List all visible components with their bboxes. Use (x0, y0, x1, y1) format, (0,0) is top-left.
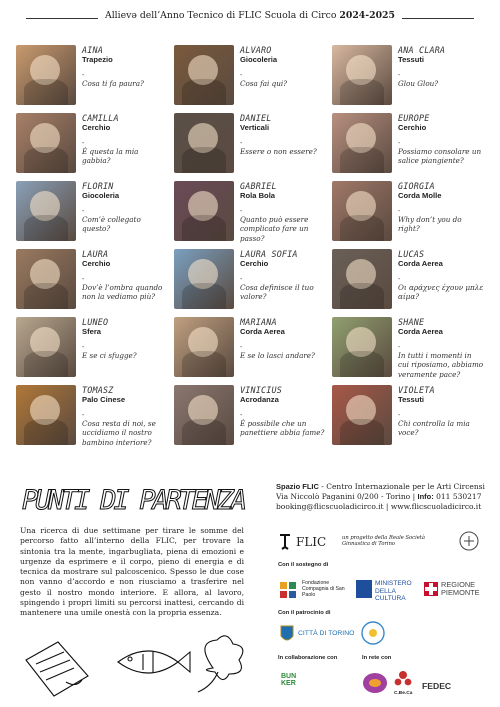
fedec-logo: FEDEC (422, 681, 452, 691)
student-discipline: Corda Aerea (240, 327, 285, 336)
student-name: LUNEO (82, 317, 109, 327)
student-text (398, 181, 484, 234)
student-card (16, 317, 168, 381)
student-name: FLORIN (82, 181, 114, 191)
ministero-logo: MINISTERO DELLA CULTURA (356, 580, 416, 602)
student-text (240, 45, 326, 88)
student-card (332, 317, 484, 381)
student-card (174, 385, 326, 449)
student-discipline: Rola Bola (240, 191, 276, 200)
letter-doodle-icon (26, 642, 88, 696)
fish-doodle-icon (118, 651, 190, 673)
student-name: GIORGIA (398, 181, 435, 191)
student-text (398, 385, 484, 438)
student-question: In tutti i momenti in cui riposiamo, abbiamo veramente pace? (398, 351, 484, 379)
student-question: È questa la mia gabbia? (82, 147, 139, 166)
student-question: Essere o non essere? (240, 147, 317, 156)
student-text (240, 181, 326, 243)
student-question: Com’è collegato questo? (82, 215, 141, 234)
student-photo (332, 249, 392, 309)
bunker-logo: BUN KER (281, 673, 297, 687)
student-question: Why don’t you do right? (398, 215, 462, 234)
partner-blob-icon (362, 672, 388, 694)
cbecca-logo: C.Be.Ca (394, 670, 416, 696)
student-text (240, 385, 326, 438)
student-question: Cosa definisce il tuo valore? (240, 283, 314, 302)
student-photo (332, 45, 392, 105)
student-discipline: Cerchio (82, 123, 111, 132)
flic-logo: FLIC (278, 531, 338, 553)
student-discipline: Trapezio (82, 55, 113, 64)
student-card (174, 181, 326, 245)
student-discipline: Giocoleria (240, 55, 278, 64)
sostegno-label: Con il sostegno di (278, 562, 329, 568)
header-rule-left (26, 18, 98, 19)
dash-separator: - (398, 71, 401, 79)
acrobat-icon (278, 531, 292, 551)
student-text (398, 249, 484, 302)
student-card (332, 249, 484, 313)
student-card (332, 385, 484, 449)
student-discipline: Tessuti (398, 55, 425, 64)
fondazione-logo: Fondazione Compagnia di San Paolo (280, 580, 350, 602)
student-text (240, 113, 326, 156)
dash-separator: - (82, 343, 85, 351)
dash-separator: - (240, 139, 243, 147)
student-card (174, 317, 326, 381)
student-text (398, 45, 484, 88)
contact-links[interactable]: booking@flicscuoladicirco.it | www.flicscuoladicirco.it (276, 502, 482, 512)
progetto-text: un progetto della Reale Società Ginnastica di Torino (342, 535, 425, 548)
student-photo (174, 45, 234, 105)
fondazione-mark-icon (280, 582, 296, 598)
dash-separator: - (398, 343, 401, 351)
student-photo (174, 385, 234, 445)
dash-separator: - (82, 71, 85, 79)
section-title (20, 482, 250, 516)
student-text (82, 113, 168, 166)
student-discipline: Corda Aerea (398, 327, 443, 336)
student-discipline: Cerchio (398, 123, 427, 132)
torino-crest-icon (280, 624, 294, 644)
student-name: MARIANA (240, 317, 277, 327)
rete-label: In rete con (362, 655, 392, 661)
student-card (332, 181, 484, 245)
torino-badge-icon (360, 620, 386, 646)
student-name: SHANE (398, 317, 425, 327)
regione-cross-icon (424, 582, 438, 596)
dash-separator: - (240, 71, 243, 79)
student-question: E se lo lasci andare? (240, 351, 315, 360)
dash-separator: - (398, 207, 401, 215)
student-card (332, 113, 484, 177)
student-question: Glou Glou? (398, 79, 439, 88)
student-card (16, 45, 168, 109)
student-name: LUCAS (398, 249, 425, 259)
student-photo (174, 113, 234, 173)
student-text (82, 249, 168, 302)
dash-separator: - (82, 275, 85, 283)
student-question: È possibile che un panettiere abbia fame? (240, 419, 325, 438)
student-name: VIOLETA (398, 385, 435, 395)
dash-separator: - (82, 411, 85, 419)
student-photo (16, 45, 76, 105)
student-card (16, 113, 168, 177)
student-text (82, 45, 168, 88)
student-photo (174, 181, 234, 241)
dash-separator: - (398, 411, 401, 419)
dash-separator: - (240, 411, 243, 419)
student-discipline: Cerchio (82, 259, 111, 268)
dash-separator: - (82, 139, 85, 147)
student-name: DANIEL (240, 113, 272, 123)
section-title-lettering (20, 482, 250, 516)
student-card (174, 113, 326, 177)
section-description: Una ricerca di due settimane per tirare le somme del percorso fatto all’interno della FLIC, per trovare la sintonia tra la mente, ingarbugliata, piena di emozioni e urgenze da esprimere e il corpo, pieno di energia e di tecnica da mostrare sul palcoscenico. Spesso le due cose non vanno d’accordo e non riusciamo a trasferire nel gesto il nostro mondo interiore. E allora, al lavoro, spingendo i propri limiti su percorsi inattesi, cercando di mantenere una umile onestà con la propria essenza. (20, 526, 244, 618)
student-photo (16, 385, 76, 445)
student-discipline: Palo Cinese (82, 395, 126, 404)
student-name: LAURA SOFIA (240, 249, 298, 259)
student-photo (332, 113, 392, 173)
header (0, 10, 500, 26)
student-discipline: Acrodanza (240, 395, 279, 404)
student-discipline: Cerchio (240, 259, 269, 268)
student-text (82, 317, 168, 360)
student-discipline: Tessuti (398, 395, 425, 404)
student-discipline: Corda Aerea (398, 259, 443, 268)
dash-separator: - (240, 275, 243, 283)
student-photo (16, 181, 76, 241)
student-question: Dov’è l’ombra quando non la vediamo più? (82, 283, 163, 302)
student-photo (332, 181, 392, 241)
student-photo (16, 113, 76, 173)
header-rule-right (402, 18, 474, 19)
student-card (16, 385, 168, 449)
citta-torino-logo: CITTÀ DI TORINO (280, 624, 354, 648)
student-card (174, 45, 326, 109)
patrocinio-label: Con il patrocinio di (278, 610, 331, 616)
student-text (82, 181, 168, 234)
clover-doodle-icon (198, 636, 243, 692)
student-name: LAURA (82, 249, 109, 259)
contact-block (276, 482, 488, 513)
student-card (16, 181, 168, 245)
student-discipline: Corda Molle (398, 191, 442, 200)
student-text (398, 317, 484, 379)
section-title-text: PUNTI DI PARTENZA (22, 485, 246, 516)
student-question: Cosa fai qui? (240, 79, 287, 88)
student-card (174, 249, 326, 313)
student-name: CAMILLA (82, 113, 119, 123)
student-name: ANA CLARA (398, 45, 446, 55)
student-question: E se ci sfugge? (82, 351, 137, 360)
student-discipline: Giocoleria (82, 191, 120, 200)
student-photo (332, 385, 392, 445)
student-photo (332, 317, 392, 377)
dash-separator: - (82, 207, 85, 215)
contact-info: Spazio FLIC - Centro Internazionale per le Arti Circensi Via Niccolò Paganini 0/200 - Torino | Info: 011 530217 booking@flicscuoladicirco.it | www.flicscuoladicirco.it (276, 482, 485, 512)
dash-separator: - (240, 207, 243, 215)
ministero-mark-icon (356, 580, 372, 598)
student-name: VINICIUS (240, 385, 282, 395)
student-text (240, 249, 326, 302)
page-title: Allievə dell’Anno Tecnico di FLIC Scuola di Circo 2024-2025 (104, 10, 395, 21)
student-discipline: Verticali (240, 123, 270, 132)
student-discipline: Sfera (82, 327, 101, 336)
student-photo (174, 249, 234, 309)
student-name: ALVARO (240, 45, 272, 55)
student-name: TOMASZ (82, 385, 114, 395)
student-photo (174, 317, 234, 377)
dash-separator: - (398, 275, 401, 283)
student-grid (16, 45, 484, 450)
student-photo (16, 249, 76, 309)
student-question: Possiamo consolare un salice piangiente? (398, 147, 482, 166)
cbecca-mark-icon (394, 670, 412, 686)
student-card (332, 45, 484, 109)
student-question: Quanto può essere complicato fare un passo? (240, 215, 309, 243)
collaborazione-label: In collaborazione con (278, 655, 338, 661)
doodle-illustrations (18, 632, 248, 700)
dash-separator: - (240, 343, 243, 351)
student-name: EUROPE (398, 113, 430, 123)
student-card (16, 249, 168, 313)
student-name: GABRIEL (240, 181, 277, 191)
reale-societa-emblem-icon (456, 529, 482, 553)
student-text (82, 385, 168, 447)
dash-separator: - (398, 139, 401, 147)
student-photo (16, 317, 76, 377)
student-question: Cosa ti fa paura? (82, 79, 144, 88)
student-text (240, 317, 326, 360)
regione-logo: REGIONE PIEMONTE (424, 580, 486, 602)
student-text (398, 113, 484, 166)
student-question: Chi controlla la mia voce? (398, 419, 470, 438)
student-question: Οι αράχνες έχουν μπλε αίμα? (398, 283, 484, 302)
student-name: AINA (82, 45, 103, 55)
student-question: Cosa resta di noi, se uccidiamo il nostro bambino interiore? (82, 419, 156, 447)
